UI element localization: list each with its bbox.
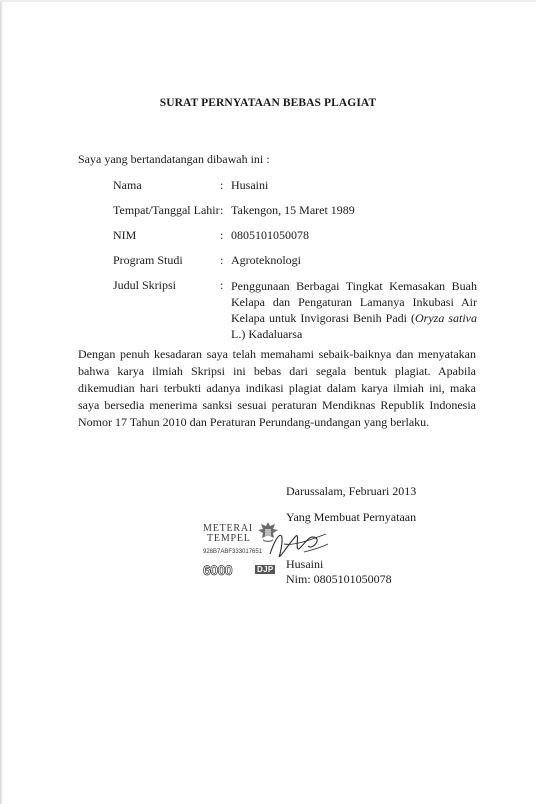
field-value: Husaini [231, 178, 269, 192]
stamp-value: 6000 [203, 562, 233, 578]
thesis-title-tail: L.) Kadaluarsa [231, 327, 303, 341]
field-label: Tempat/Tanggal Lahir [113, 203, 220, 217]
thesis-title-lead: Penggunaan Berbagai Tingkat Kemasakan Buah Kelapa dan Pengaturan Lamanya Inkubasi Air Kelapa untuk Invigorasi Benih Padi ( [231, 279, 477, 325]
field-label: Nama [113, 178, 142, 192]
signer-name: Husaini [286, 557, 324, 571]
field-colon: : [220, 203, 224, 217]
field-label: Program Studi [113, 253, 183, 267]
thesis-title [231, 278, 477, 342]
intro-text: Saya yang bertandatangan dibawah ini : [78, 152, 270, 166]
signer-title: Yang Membuat Pernyataan [286, 510, 417, 524]
statement-paragraph: Dengan penuh kesadaran saya telah memahami sebaik-baiknya dan menyatakan bahwa karya ilmiah Skripsi ini bebas dari segala bentuk plagiat. Apabila dikemudian hari terbukti adanya indikasi plagiat dalam karya ilmiah ini, maka saya bersedia menerima sanksi sesuai peraturan Mendiknas Republik Indonesia Nomor 17 Tahun 2010 dan Peraturan Perundang-undangan yang berlaku. [78, 347, 476, 429]
stamp-sublabel: TEMPEL [207, 533, 251, 544]
page-shadow-top [0, 0, 536, 2]
field-label: NIM [113, 228, 137, 242]
field-colon: : [220, 253, 224, 267]
stamp-djp: DJP [257, 565, 274, 574]
field-colon: : [220, 278, 224, 292]
field-value: Agroteknologi [231, 253, 301, 267]
field-label: Judul Skripsi [113, 278, 177, 292]
stamp-label: METERAI [203, 523, 254, 534]
place-date: Darussalam, Februari 2013 [286, 484, 417, 498]
stamp-serial: 928B7ABF333017651 [203, 549, 263, 555]
field-value: 0805101050078 [231, 228, 309, 242]
page-shadow-left [0, 0, 3, 804]
field-value: Takengon, 15 Maret 1989 [231, 203, 355, 217]
field-colon: : [220, 178, 224, 192]
field-colon: : [220, 228, 224, 242]
thesis-title-species: Oryza sativa [415, 311, 478, 325]
document-title: SURAT PERNYATAAN BEBAS PLAGIAT [159, 97, 377, 109]
signer-nim: Nim: 0805101050078 [286, 572, 392, 586]
